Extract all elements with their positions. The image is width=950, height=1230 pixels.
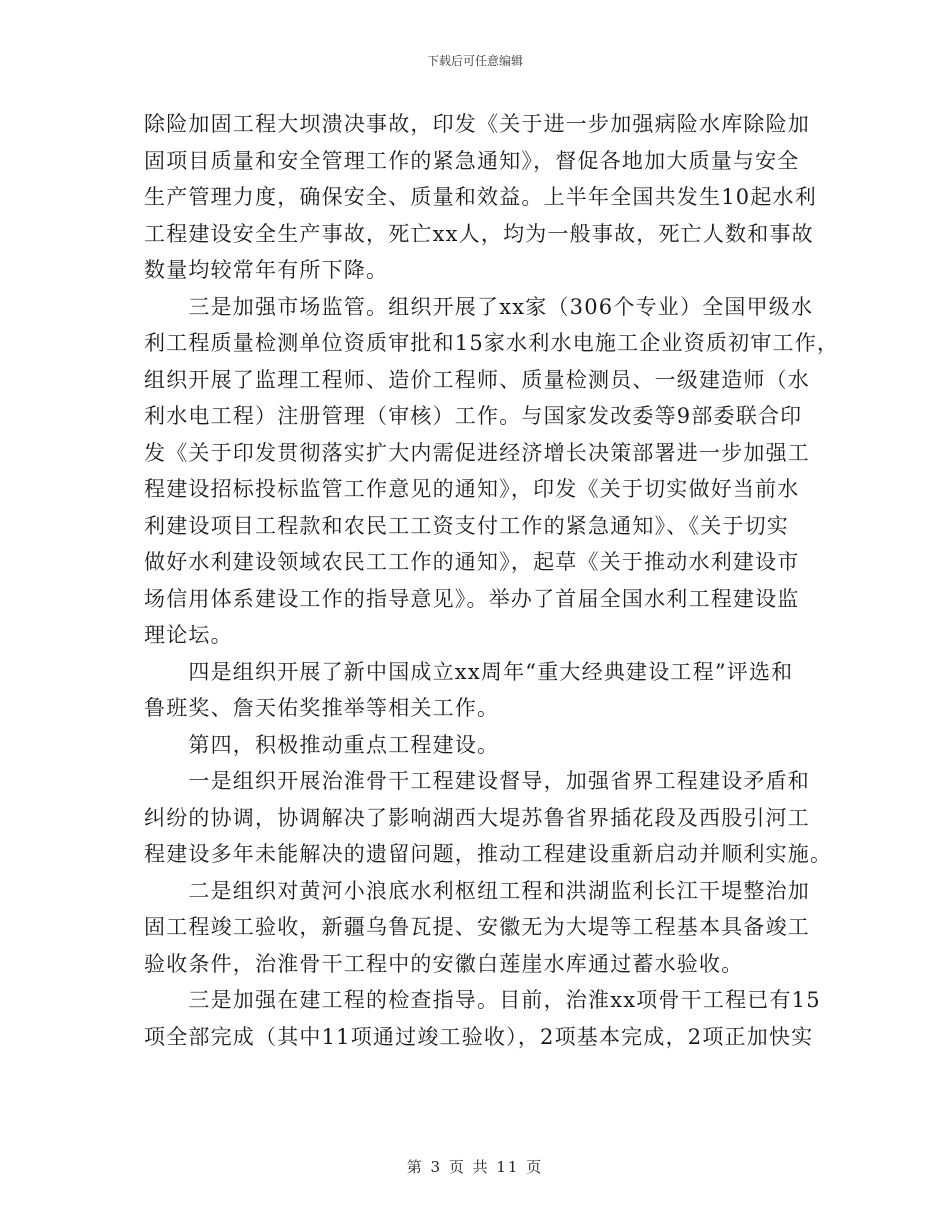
text-line: 场信用体系建设工作的指导意见》。举办了首届全国水利工程建设监	[144, 586, 800, 611]
text-line: 三是加强在建工程的检查指导。目前，治淮xx项骨干工程已有15	[144, 988, 821, 1012]
text-line: 数量均较常年有所下降。	[144, 258, 389, 282]
text-line: 纠纷的协调，协调解决了影响湖西大堤苏鲁省界插花段及西股引河工	[144, 805, 810, 830]
text-line: 发《关于印发贯彻落实扩大内需促进经济增长决策部署进一步加强工	[144, 440, 810, 465]
text-line: 一是组织开展治淮骨干工程建设督导，加强省界工程建设矛盾和	[144, 769, 810, 793]
text-line: 鲁班奖、詹天佑奖推举等相关工作。	[144, 696, 500, 720]
text-line: 生产管理力度，确保安全、质量和效益。上半年全国共发生10起水利	[144, 185, 817, 209]
text-line: 项全部完成（其中11项通过竣工验收），2项基本完成，2项正加快实	[144, 1024, 814, 1049]
text-line: 程建设招标投标监管工作意见的通知》，印发《关于切实做好当前水	[144, 477, 800, 501]
page-header: 下载后可任意编辑	[426, 54, 523, 68]
text-line: 第四，积极推动重点工程建设。	[144, 732, 500, 757]
text-line: 组织开展了监理工程师、造价工程师、质量检测员、一级建造师（水	[144, 367, 810, 392]
text-line: 利工程质量检测单位资质审批和15家水利水电施工企业资质初审工作，	[144, 331, 840, 355]
text-line: 工程建设安全生产事故，死亡xx人，均为一般事故，死亡人数和事故	[144, 221, 814, 246]
document-body	[144, 106, 840, 1055]
text-line: 利建设项目工程款和农民工工资支付工作的紧急通知》、《关于切实	[144, 513, 789, 538]
text-line: 验收条件，治淮骨干工程中的安徽白莲崖水库通过蓄水验收。	[144, 951, 744, 976]
text-line: 固项目质量和安全管理工作的紧急通知》，督促各地加大质量与安全	[144, 148, 800, 173]
text-line: 二是组织对黄河小浪底水利枢纽工程和洪湖监利长江干堤整治加	[144, 878, 810, 903]
text-line: 四是组织开展了新中国成立xx周年“重大经典建设工程”评选和	[144, 659, 794, 684]
text-line: 三是加强市场监管。组织开展了xx家（306个专业）全国甲级水	[144, 294, 814, 319]
text-line: 利水电工程）注册管理（审核）工作。与国家发改委等9部委联合印	[144, 404, 803, 428]
page-footer: 第 3 页 共 11 页	[406, 1158, 544, 1176]
text-line: 固工程竣工验收，新疆乌鲁瓦提、安徽无为大堤等工程基本具备竣工	[144, 915, 810, 939]
text-line: 程建设多年未能解决的遗留问题，推动工程建设重新启动并顺利实施。	[144, 842, 833, 866]
text-line: 除险加固工程大坝溃决事故，印发《关于进一步加强病险水库除险加	[144, 112, 810, 136]
text-line: 做好水利建设领域农民工工作的通知》，起草《关于推动水利建设市	[144, 550, 800, 574]
text-line: 理论坛。	[144, 623, 233, 647]
